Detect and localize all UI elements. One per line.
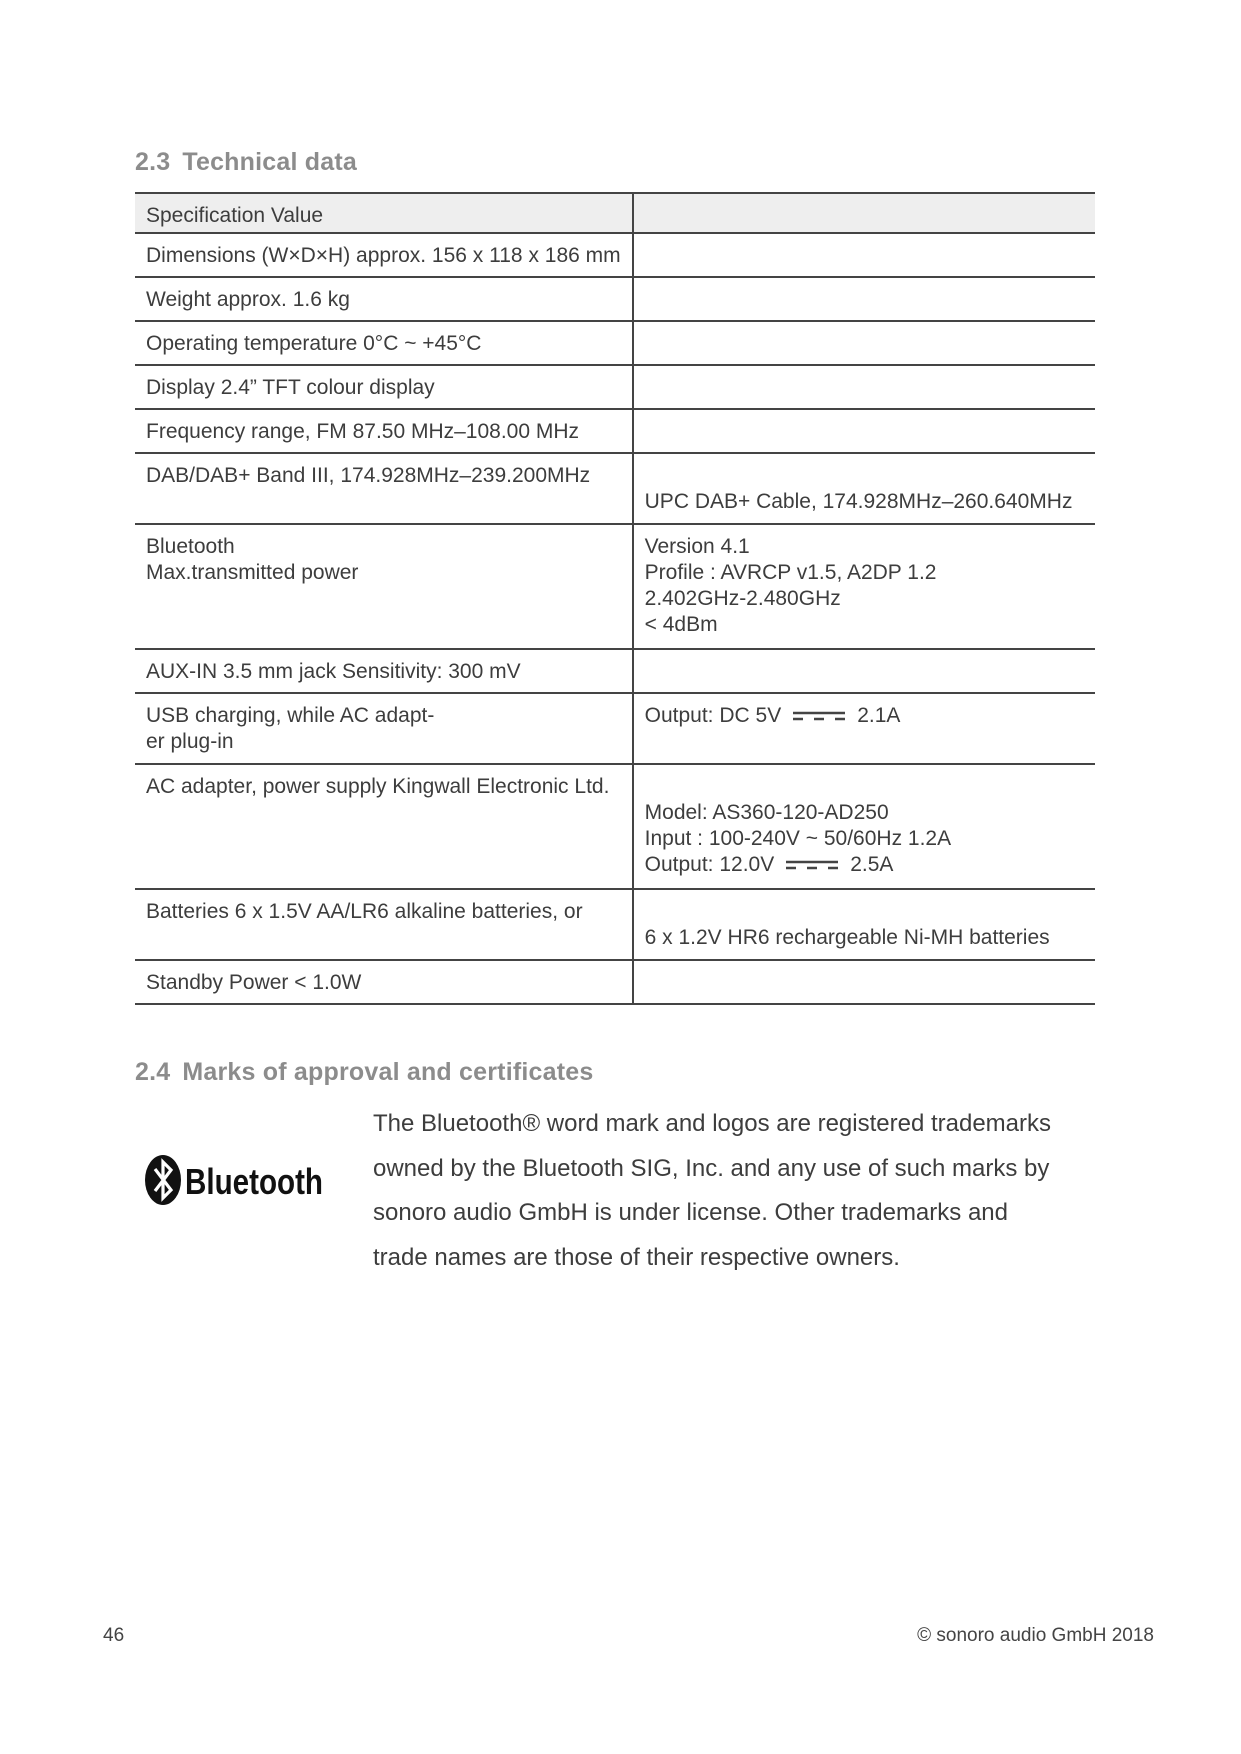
table-cell	[135, 233, 633, 277]
table-cell	[135, 321, 633, 365]
cell-text: < 4dBm	[644, 613, 718, 636]
cell-text: Standby Power < 1.0W	[146, 971, 362, 994]
cell-text: Max.transmitted power	[146, 561, 359, 584]
cell-text: USB charging, while AC adapt-	[146, 704, 435, 727]
cell-text: er plug-in	[146, 730, 234, 753]
table-cell	[633, 321, 1095, 365]
logo-wordmark: Bluetooth	[185, 1161, 323, 1202]
table-row	[135, 524, 1095, 649]
table-row	[135, 233, 1095, 277]
table-cell	[633, 233, 1095, 277]
table-row	[135, 409, 1095, 453]
table-row	[135, 453, 1095, 524]
table-cell	[135, 960, 633, 1004]
paragraph-line: trade names are those of their respective owners.	[373, 1243, 900, 1271]
cell-text: Model: AS360-120-AD250	[644, 801, 889, 824]
table-row	[135, 321, 1095, 365]
table-cell	[135, 365, 633, 409]
cell-text: Frequency range, FM 87.50 MHz–108.00 MHz	[146, 420, 580, 443]
table-cell	[135, 193, 633, 233]
adapter-output-line	[645, 852, 1084, 878]
table-cell	[633, 193, 1095, 233]
table-cell	[633, 649, 1095, 693]
table-cell	[633, 764, 1095, 889]
dc-current-icon	[791, 709, 847, 723]
table-cell	[633, 277, 1095, 321]
cell-text	[645, 463, 1084, 489]
table-cell	[135, 649, 633, 693]
table-cell	[135, 277, 633, 321]
page-number: 46	[103, 1625, 125, 1646]
table-row	[135, 960, 1095, 1004]
cell-text: AUX-IN 3.5 mm jack Sensitivity: 300 mV	[146, 660, 521, 683]
table-row	[135, 277, 1095, 321]
paragraph-line: The Bluetooth® word mark and logos are registered trademarks	[373, 1110, 1052, 1137]
section-title-text: Marks of approval and certificates	[182, 1058, 594, 1086]
table-row	[135, 649, 1095, 693]
table-cell	[135, 764, 633, 889]
table-cell	[135, 889, 633, 960]
paragraph-line: sonoro audio GmbH is under license. Other trademarks and	[373, 1199, 1008, 1226]
table-cell	[135, 453, 633, 524]
section-title-marks-of-approval	[135, 1058, 593, 1087]
dc-current-icon	[784, 858, 840, 872]
cell-text: Display 2.4” TFT colour display	[146, 376, 435, 399]
copyright-notice: © sonoro audio GmbH 2018	[917, 1625, 1154, 1646]
cell-text	[645, 774, 1084, 800]
table-row	[135, 764, 1095, 889]
table-cell	[633, 524, 1095, 649]
cell-text: Output: DC 5V	[644, 704, 782, 727]
cell-text: Specification Value	[146, 204, 324, 227]
table-cell	[633, 960, 1095, 1004]
table-cell	[135, 524, 633, 649]
section-title-technical-data	[135, 148, 357, 177]
table-cell	[633, 409, 1095, 453]
table-row	[135, 889, 1095, 960]
cell-text: DAB/DAB+ Band III, 174.928MHz–239.200MHz	[146, 464, 591, 487]
cell-text: 2.5A	[850, 853, 894, 876]
table-cell	[633, 693, 1095, 764]
table-row	[135, 365, 1095, 409]
cell-text: Input : 100-240V ~ 50/60Hz 1.2A	[644, 827, 952, 850]
cell-text: Weight approx. 1.6 kg	[146, 288, 350, 311]
cell-text: Batteries 6 x 1.5V AA/LR6 alkaline batteries, or	[146, 900, 583, 923]
cell-text: 2.402GHz-2.480GHz	[644, 587, 841, 610]
cell-text: Operating temperature 0°C ~ +45°C	[146, 332, 482, 355]
table-cell	[135, 409, 633, 453]
section-title-text: Technical data	[182, 148, 357, 176]
section-number: 2.3	[135, 148, 171, 176]
table-cell	[633, 889, 1095, 960]
bluetooth-logo	[143, 1152, 333, 1208]
cell-text: 2.1A	[857, 704, 901, 727]
cell-text: AC adapter, power supply Kingwall Electronic Ltd.	[146, 775, 610, 798]
paragraph-line: owned by the Bluetooth SIG, Inc. and any use of such marks by	[373, 1154, 1050, 1182]
cell-text: 6 x 1.2V HR6 rechargeable Ni-MH batteries	[644, 926, 1050, 949]
cell-text	[645, 899, 1084, 925]
cell-text: Output: 12.0V	[644, 853, 775, 876]
table-header-row	[135, 193, 1095, 233]
section-number: 2.4	[135, 1058, 171, 1086]
usb-output-line	[645, 703, 1084, 729]
cell-text: Dimensions (W×D×H) approx. 156 x 118 x 186 mm	[146, 244, 621, 267]
table-cell	[633, 453, 1095, 524]
cell-text: Bluetooth	[146, 535, 235, 558]
cell-text: Version 4.1	[644, 535, 750, 558]
cell-text: Profile : AVRCP v1.5, A2DP 1.2	[644, 561, 937, 584]
table-cell	[135, 693, 633, 764]
table-cell	[633, 365, 1095, 409]
trademark-paragraph	[373, 1102, 1113, 1280]
cell-text: UPC DAB+ Cable, 174.928MHz–260.640MHz	[644, 490, 1073, 513]
table-row	[135, 693, 1095, 764]
technical-data-table	[135, 192, 1095, 1005]
